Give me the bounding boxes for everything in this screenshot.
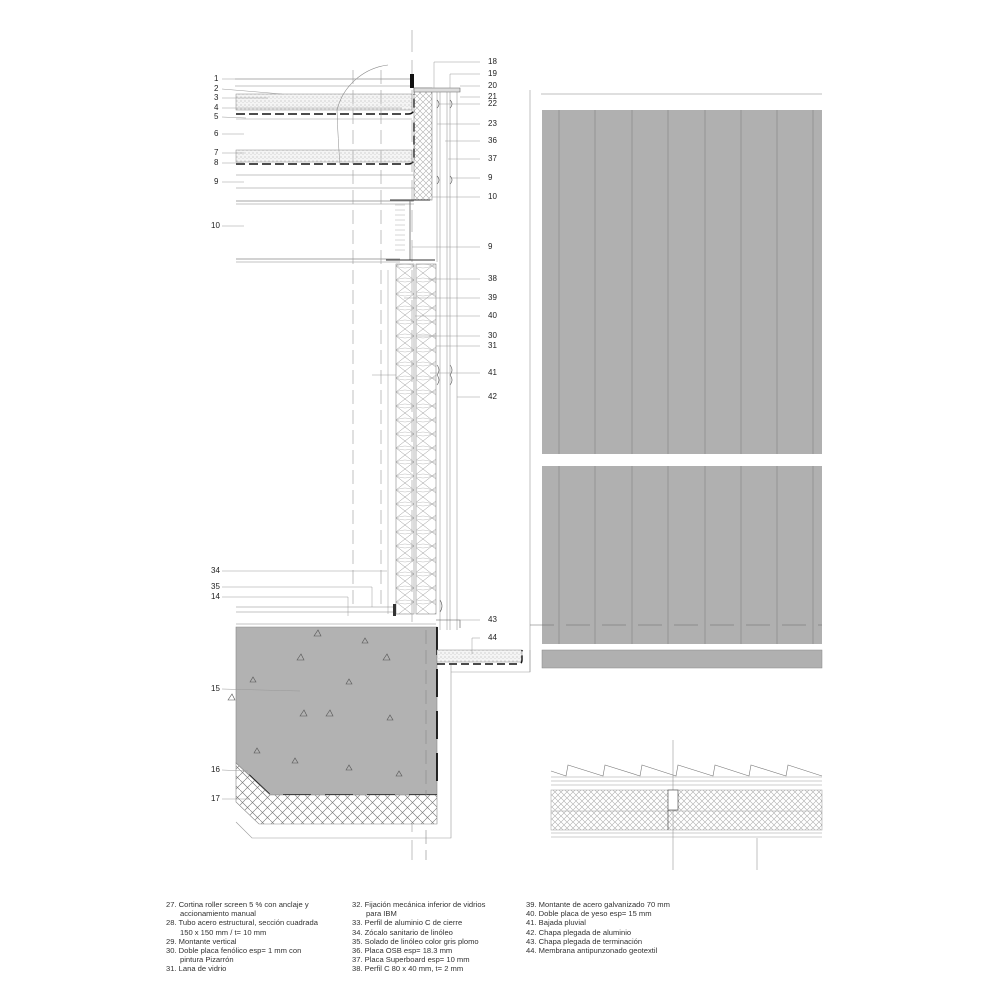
concrete-foundation xyxy=(228,627,437,860)
legend-item: 35. Solado de linóleo color gris plomo xyxy=(352,936,479,946)
legend-item: 28. Tubo acero estructural, sección cuadrada xyxy=(166,918,318,928)
callout-38: 38 xyxy=(488,274,497,283)
legend-item: 29. Montante vertical xyxy=(166,936,237,946)
callout-42: 42 xyxy=(488,392,497,401)
callout-7: 7 xyxy=(214,148,219,157)
callout-6: 6 xyxy=(214,129,219,138)
legend-item: 43. Chapa plegada de terminación xyxy=(526,936,643,946)
legend-item: 30. Doble placa fenólico esp= 1 mm con xyxy=(166,946,302,956)
legend-item: 34. Zócalo sanitario de linóleo xyxy=(352,927,453,937)
callout-23: 23 xyxy=(488,119,497,128)
legend-column-1 xyxy=(166,900,318,974)
plan-detail xyxy=(551,740,822,870)
legend-item: 40. Doble placa de yeso esp= 15 mm xyxy=(526,909,652,919)
callout-17: 17 xyxy=(211,794,220,803)
steel-beam xyxy=(386,200,435,260)
callout-1: 1 xyxy=(214,74,219,83)
callout-10: 10 xyxy=(211,221,220,230)
callout-9: 9 xyxy=(214,177,219,186)
callout-9b: 9 xyxy=(488,173,493,182)
legend-item: accionamiento manual xyxy=(180,909,256,919)
callout-34: 34 xyxy=(211,566,220,575)
callout-20: 20 xyxy=(488,81,497,90)
legend-item: 27. Cortina roller screen 5 % con anclaje y xyxy=(166,900,309,909)
callout-2: 2 xyxy=(214,84,219,93)
callout-3: 3 xyxy=(214,93,219,102)
legend-column-2 xyxy=(352,900,485,974)
legend-column-3 xyxy=(526,900,670,955)
legend-item: 33. Perfil de aluminio C de cierre xyxy=(352,918,463,928)
callout-30: 30 xyxy=(488,331,497,340)
callout-37: 37 xyxy=(488,154,497,163)
legend-item: para IBM xyxy=(366,909,397,919)
legend-item: 32. Fijación mecánica inferior de vidrios xyxy=(352,900,486,909)
callout-31: 31 xyxy=(488,341,497,350)
legend-item: 150 x 150 mm / t= 10 mm xyxy=(180,927,267,937)
callout-21: 21 xyxy=(488,92,497,101)
legend-item: 31. Lana de vidrio xyxy=(166,964,227,974)
legend-item: 36. Placa OSB esp= 18.3 mm xyxy=(352,946,453,956)
legend-item: 39. Montante de acero galvanizado 70 mm xyxy=(526,900,670,909)
callout-8: 8 xyxy=(214,158,219,167)
callout-40: 40 xyxy=(488,311,497,320)
callout-14: 14 xyxy=(211,592,220,601)
legend-item: 41. Bajada pluvial xyxy=(526,918,586,928)
legend-item: 37. Placa Superboard esp= 10 mm xyxy=(352,955,470,965)
callout-18: 18 xyxy=(488,57,497,66)
callout-9c: 9 xyxy=(488,242,493,251)
cladding-elevation xyxy=(530,94,822,668)
callout-43: 43 xyxy=(488,615,497,624)
legend-item: 44. Membrana antipunzonado geotextil xyxy=(526,946,658,956)
callout-19: 19 xyxy=(488,69,497,78)
callout-44: 44 xyxy=(488,633,497,642)
callout-35: 35 xyxy=(211,582,220,591)
callout-5: 5 xyxy=(214,112,219,121)
callout-39: 39 xyxy=(488,293,497,302)
callout-36: 36 xyxy=(488,136,497,145)
callout-15: 15 xyxy=(211,684,220,693)
callout-4: 4 xyxy=(214,103,219,112)
callout-10b: 10 xyxy=(488,192,497,201)
callout-41: 41 xyxy=(488,368,497,377)
legend-item: 42. Chapa plegada de aluminio xyxy=(526,927,632,937)
legend-item: pintura Pizarrón xyxy=(180,955,234,965)
legend-item: 38. Perfil C 80 x 40 mm, t= 2 mm xyxy=(352,964,464,974)
callout-22: 22 xyxy=(488,99,497,108)
callout-16: 16 xyxy=(211,765,220,774)
